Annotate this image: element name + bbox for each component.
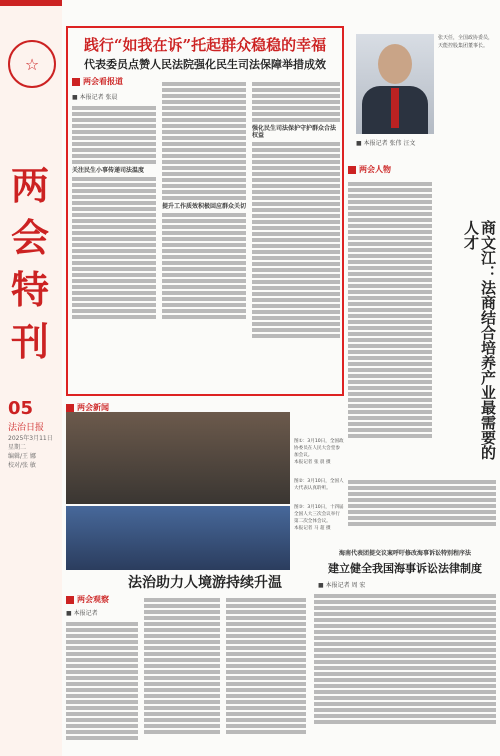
profile-caption: 张天任，全国政协委员，天能控股集团董事长。: [438, 35, 494, 49]
photo-assembly: [66, 412, 290, 504]
profile-column: [348, 180, 432, 440]
headline-title: 践行“如我在诉”托起群众稳稳的幸福: [83, 36, 327, 54]
meta-line: 星期二: [8, 444, 27, 451]
profile-column-lower: [348, 478, 496, 528]
headline-section-tag: [72, 76, 123, 87]
section-mark-icon: [72, 78, 80, 86]
masthead-meta: [8, 434, 58, 470]
profile-section-tag: [348, 164, 391, 175]
headline-column-2: [162, 80, 246, 321]
bottom-right-column: [314, 592, 496, 726]
profile-byline: ■ 本报记者 张伟 汪文: [356, 140, 416, 147]
bottom-left-column-3: [226, 596, 306, 736]
headline-subtitle: 代表委员点赞人民法院强化民生司法保障举措成效: [84, 58, 326, 71]
photo-credit: 本报记者 马 超 摄: [294, 526, 331, 531]
section-tag-label: 两会看报道: [83, 77, 123, 86]
photo-caption-line: 图②：3月10日，全国人大代表认真聆听。: [294, 479, 344, 491]
section-tag-label: 两会观察: [77, 595, 109, 604]
bottom-left-title: 法治助力人境游持续升温: [128, 575, 282, 591]
profile-title: 商文江：法商结合培养产业最需要的人才: [462, 220, 497, 460]
photo-credit: 本报记者 张 晨 摄: [294, 460, 331, 465]
section-mark-icon: [66, 404, 74, 412]
masthead-band: [0, 0, 62, 756]
photo-caption: [294, 438, 344, 532]
meta-line: 编辑/王 娜: [8, 453, 36, 460]
bottom-left-column-2: [144, 596, 220, 736]
photo-caption-line: 图③：3月10日，十四届全国人大三次会议举行第二次全体会议。: [294, 505, 344, 524]
section-tag-label: 两会新闻: [77, 403, 109, 412]
section-mark-icon: [348, 166, 356, 174]
page-number: 05: [8, 398, 34, 419]
headline-subhead: 关注民生小事传递司法温度: [72, 167, 145, 174]
bottom-left-section-tag: [66, 594, 109, 605]
bottom-right-byline: ■ 本报记者 周 宏: [318, 582, 366, 589]
bottom-left-byline: ■ 本报记者: [66, 610, 98, 617]
section-title: 两会特刊: [10, 163, 49, 364]
headline-byline: ■ 本报记者 张晨: [72, 94, 118, 101]
headline-column-1: [72, 104, 156, 321]
paper-name: 法治日报: [8, 423, 45, 433]
headline-subhead: 提升工作质效积极回应群众关切: [162, 203, 247, 210]
section-tag-label: 两会人物: [359, 165, 391, 174]
photo-caption-line: 图①：3月10日，全国政协委员在人民大会堂参加会议。: [294, 439, 344, 458]
masthead-top-bar: [0, 0, 62, 6]
headline-subhead: 强化民生司法保护守护群众合法权益: [252, 125, 337, 139]
meta-line: 2025年3月11日: [8, 435, 53, 442]
profile-photo: [356, 34, 434, 134]
photo-delegates: [66, 506, 290, 570]
emblem-icon: ☆: [8, 40, 56, 88]
meta-line: 校对/张 敏: [8, 462, 36, 469]
bottom-right-kicker: 海南代表团提交议案呼吁修改海事诉讼特别程序法: [338, 550, 471, 557]
bottom-left-column-1: [66, 620, 138, 742]
section-mark-icon: [66, 596, 74, 604]
headline-column-3: [252, 80, 340, 340]
bottom-right-title: 建立健全我国海事诉讼法律制度: [328, 562, 482, 575]
